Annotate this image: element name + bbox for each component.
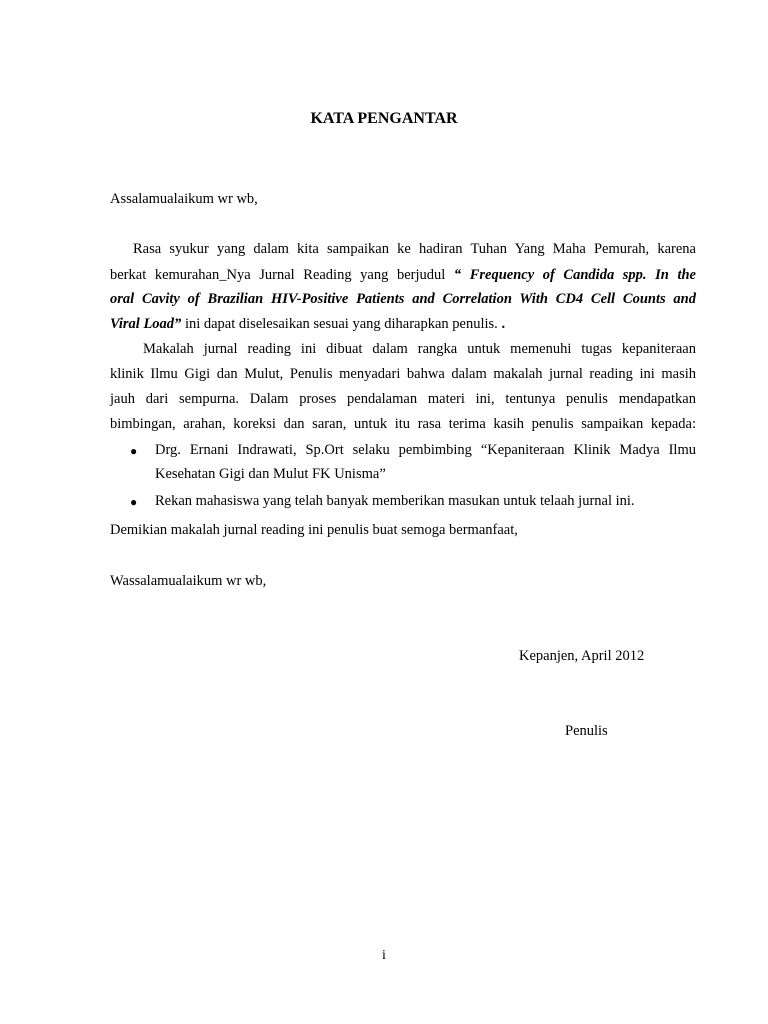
paragraph2-line4 [110, 416, 696, 433]
paragraph1-line4-end: . [501, 316, 506, 332]
paragraph2-line2-text: klinik Ilmu Gigi dan Mulut, Penulis menyadari bahwa dalam makalah jurnal reading ini masih [110, 366, 696, 382]
bullet1-line2: Kesehatan Gigi dan Mulut FK Unisma” [155, 466, 386, 482]
paragraph1-line1-text: Rasa syukur yang dalam kita sampaikan ke hadiran Tuhan Yang Maha Pemurah, karena [133, 241, 696, 257]
bullet2-line1: Rekan mahasiswa yang telah banyak memberikan masukan untuk telaah jurnal ini. [155, 493, 635, 509]
page-number: i [382, 948, 386, 963]
paragraph2-line1 [143, 341, 696, 358]
closing-text: Demikian makalah jurnal reading ini penulis buat semoga bermanfaat, [110, 522, 518, 538]
paragraph1-journal-title-part3: Viral Load” [110, 316, 182, 332]
paragraph1-line4 [110, 316, 696, 333]
signature: Penulis [565, 723, 608, 739]
paragraph2-line4-text: bimbingan, arahan, koreksi dan saran, untuk itu rasa terima kasih penulis sampaikan kepada: [110, 416, 696, 432]
place-date: Kepanjen, April 2012 [519, 648, 645, 664]
paragraph1-line3 [110, 291, 696, 308]
paragraph1-line2-prefix: berkat kemurahan_Nya Jurnal Reading yang berjudul [110, 267, 446, 283]
paragraph2-line2 [110, 366, 696, 383]
paragraph1-line1 [133, 241, 696, 258]
paragraph2-line3-text: jauh dari sempurna. Dalam proses pendalaman materi ini, tentunya penulis mendapatkan [110, 391, 696, 407]
paragraph2-line1-text: Makalah jurnal reading ini dibuat dalam rangka untuk memenuhi tugas kepaniteraan [143, 341, 696, 357]
paragraph2-line3 [110, 391, 696, 408]
page-title: KATA PENGANTAR [310, 110, 458, 127]
paragraph1-line2 [110, 267, 696, 284]
paragraph1-journal-title-part2: oral Cavity of Brazilian HIV-Positive Patients and Correlation With CD4 Cell Counts and [110, 291, 696, 307]
paragraph1-journal-title-part1: “ Frequency of Candida spp. In the [453, 267, 696, 283]
bullet1-line1 [155, 442, 696, 459]
greeting: Assalamualaikum wr wb, [110, 191, 258, 207]
paragraph1-line4-suffix: ini dapat diselesaikan sesuai yang diharapkan penulis. [184, 316, 502, 332]
farewell-text: Wassalamualaikum wr wb, [110, 573, 267, 589]
bullet-icon: ● [130, 495, 138, 509]
bullet-icon: ● [130, 444, 138, 458]
bullet1-line1-text: Drg. Ernani Indrawati, Sp.Ort selaku pembimbing “Kepaniteraan Klinik Madya Ilmu [155, 442, 696, 458]
